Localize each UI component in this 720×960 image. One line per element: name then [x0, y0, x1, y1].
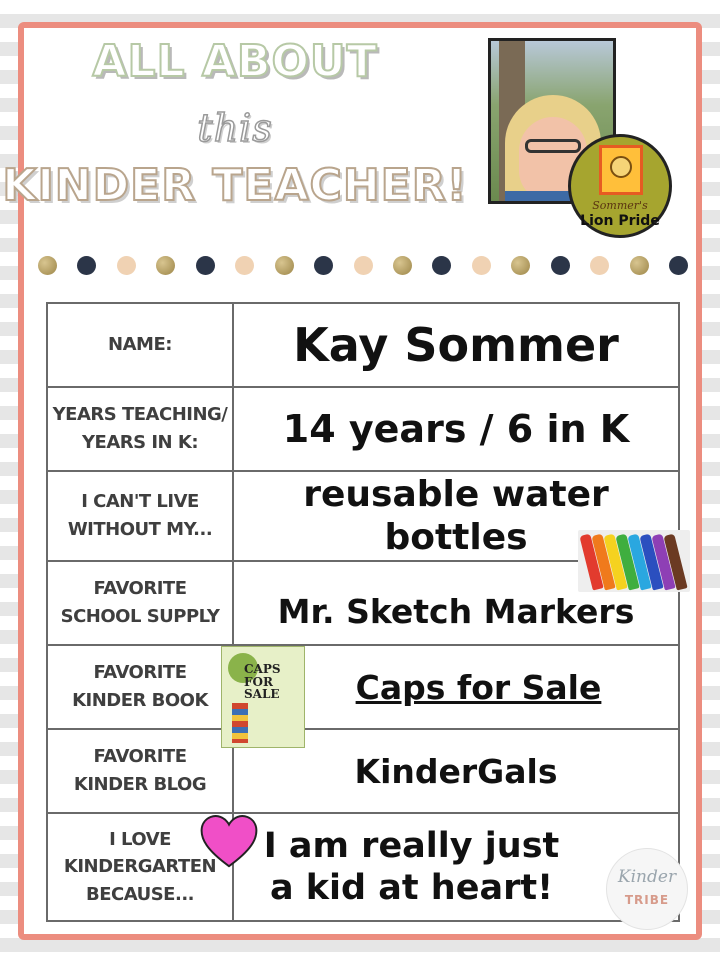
- dot-navy: [314, 256, 333, 275]
- decorative-dot-row: [38, 254, 688, 276]
- title-line-2: this: [197, 106, 273, 150]
- row-value-kinder-book: Caps for Sale: [233, 645, 679, 729]
- info-table: [46, 302, 680, 922]
- row-label-school-supply: FAVORITE SCHOOL SUPPLY: [47, 561, 233, 645]
- title-line-3: KINDER TEACHER!: [2, 160, 468, 211]
- table-row: [47, 645, 679, 729]
- dot-navy: [551, 256, 570, 275]
- kinder-tribe-logo: [606, 848, 688, 930]
- logo-line-2: TRIBE: [624, 893, 670, 907]
- book-cover-image: [221, 646, 305, 748]
- dot-navy: [432, 256, 451, 275]
- dot-navy: [669, 256, 688, 275]
- table-row: [47, 729, 679, 813]
- badge-script-text: Sommer's: [592, 199, 648, 212]
- dot-navy: [77, 256, 96, 275]
- dot-peach: [590, 256, 609, 275]
- dot-gold: [156, 256, 175, 275]
- row-label-years: YEARS TEACHING/ YEARS IN K:: [47, 387, 233, 471]
- title-line-1: ALL ABOUT: [92, 36, 378, 87]
- row-value-cant-live: reusable water bottles: [233, 471, 679, 561]
- lion-icon: [599, 145, 643, 195]
- row-value-love-kindergarten: I am really just a kid at heart!: [233, 813, 679, 921]
- dot-gold: [511, 256, 530, 275]
- book-cover-title: CAPS FOR SALE: [244, 662, 281, 702]
- dot-peach: [235, 256, 254, 275]
- dot-gold: [393, 256, 412, 275]
- row-label-kinder-book: FAVORITE KINDER BOOK: [47, 645, 233, 729]
- dot-gold: [275, 256, 294, 275]
- row-label-kinder-blog: FAVORITE KINDER BLOG: [47, 729, 233, 813]
- table-row: [47, 813, 679, 921]
- row-value-school-supply: Mr. Sketch Markers: [233, 561, 679, 645]
- table-row: [47, 303, 679, 387]
- row-value-kinder-blog: KinderGals: [233, 729, 679, 813]
- dot-peach: [117, 256, 136, 275]
- lion-pride-badge: [568, 134, 672, 238]
- badge-label: Lion Pride: [580, 213, 660, 229]
- dot-peach: [354, 256, 373, 275]
- row-value-name: Kay Sommer: [233, 303, 679, 387]
- logo-line-1: Kinder: [617, 867, 677, 887]
- dot-gold: [38, 256, 57, 275]
- table-row: [47, 387, 679, 471]
- heart-icon: [198, 810, 260, 872]
- dot-navy: [196, 256, 215, 275]
- dot-peach: [472, 256, 491, 275]
- row-label-love-kindergarten: I LOVE KINDERGARTEN BECAUSE...: [47, 813, 233, 921]
- dot-gold: [630, 256, 649, 275]
- markers-image: [578, 530, 690, 592]
- row-label-name: NAME:: [47, 303, 233, 387]
- row-value-years: 14 years / 6 in K: [233, 387, 679, 471]
- row-label-cant-live: I CAN'T LIVE WITHOUT MY...: [47, 471, 233, 561]
